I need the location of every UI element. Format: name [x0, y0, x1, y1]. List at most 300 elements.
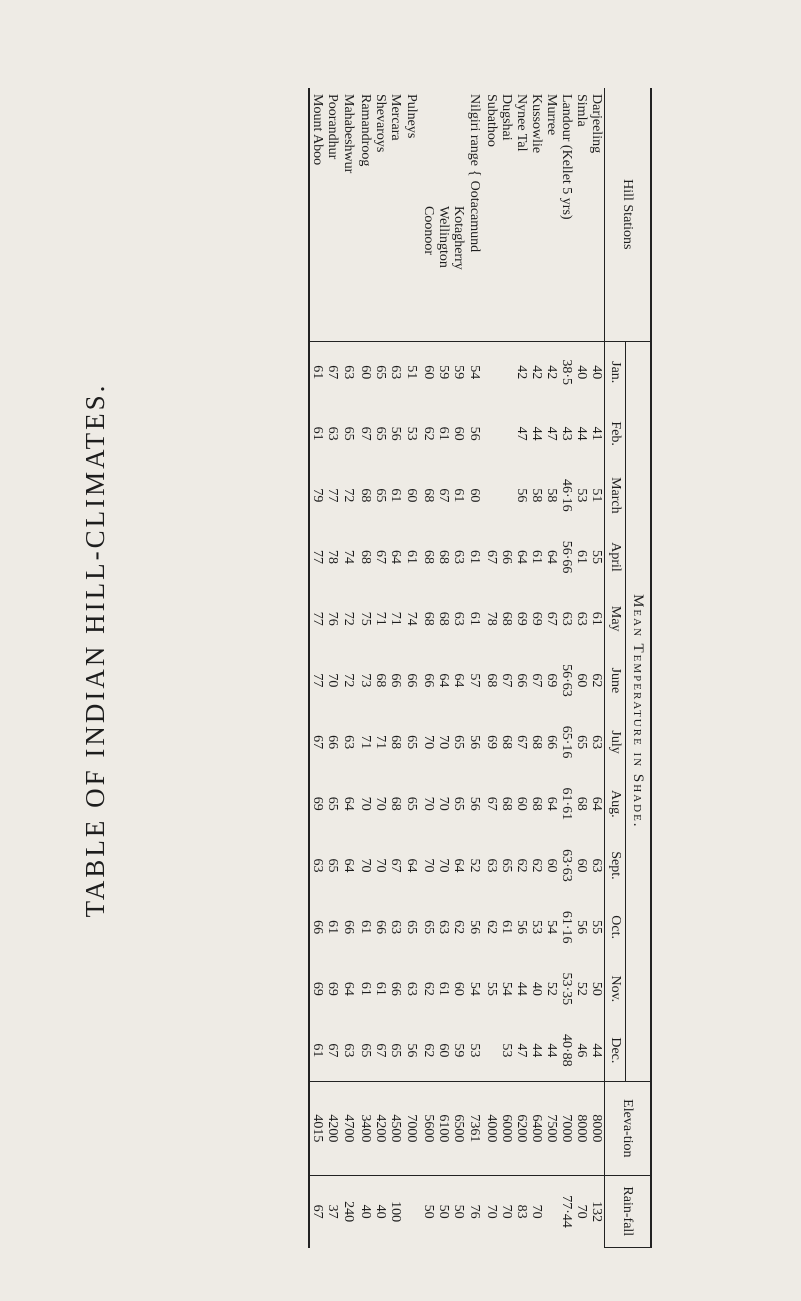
rainfall-value: 132 [589, 1201, 604, 1223]
month-temperature: 65 [574, 735, 589, 750]
month-temperature: 58 [544, 488, 559, 503]
month-temperature: 67 [484, 796, 499, 811]
month-temperature: 62 [514, 858, 529, 873]
rainfall-value: 70 [484, 1204, 499, 1219]
month-temperature: 68 [358, 550, 373, 565]
station-label: Shevaroys [373, 94, 388, 153]
month-temperature: 42 [544, 365, 559, 380]
station-name [544, 88, 559, 341]
month-temperature: 68 [421, 611, 436, 626]
month-temperature: 64 [388, 550, 403, 565]
month-temperature: 69 [529, 611, 544, 626]
station-label: Simla [574, 94, 589, 127]
table-row [358, 88, 373, 1248]
month-temperature: 53·35 [559, 972, 574, 1006]
month-temperature: 67 [514, 735, 529, 750]
rainfall-value [403, 1175, 421, 1247]
month-temperature: 63 [341, 1043, 357, 1058]
month-temperature: 50 [589, 981, 604, 996]
month-temperature [484, 465, 499, 527]
elevation-value: 6000 [499, 1082, 514, 1176]
station-label: Subathoo [484, 94, 499, 147]
station-label: Dugshai [499, 94, 514, 141]
month-temperature: 68 [358, 488, 373, 503]
month-temperature: 65 [451, 796, 466, 811]
month-temperature: 62 [529, 858, 544, 873]
header-month: June [605, 650, 626, 712]
month-temperature: 74 [404, 611, 420, 626]
month-temperature: 55 [484, 981, 499, 996]
rainfall-value: 70 [574, 1204, 589, 1219]
month-temperature: 68 [484, 673, 499, 688]
month-temperature: 52 [467, 858, 483, 873]
month-temperature: 59 [436, 365, 451, 380]
month-temperature: 46 [574, 1043, 589, 1058]
month-temperature [499, 341, 514, 403]
table-header [605, 88, 652, 1248]
month-temperature: 64 [514, 550, 529, 565]
elevation-value: 7361 [466, 1082, 484, 1176]
station-label: Coonoor [421, 206, 436, 255]
month-temperature: 60 [451, 981, 466, 996]
month-temperature: 64 [544, 550, 559, 565]
month-temperature: 70 [436, 796, 451, 811]
elevation-value: 7500 [544, 1082, 559, 1176]
month-temperature: 63·63 [559, 849, 574, 882]
month-temperature: 40 [529, 981, 544, 996]
rainfall-value: 70 [499, 1204, 514, 1219]
group-brace: { [467, 165, 484, 181]
month-temperature: 56·63 [559, 664, 574, 697]
month-temperature: 65·16 [559, 725, 574, 759]
month-temperature: 77 [310, 550, 325, 565]
month-temperature: 63 [388, 920, 403, 935]
month-temperature: 67 [484, 550, 499, 565]
month-temperature: 63 [451, 611, 466, 626]
month-temperature: 53 [499, 1043, 514, 1058]
month-temperature: 40·88 [559, 1034, 574, 1067]
table-row [325, 88, 340, 1248]
table-row [559, 88, 574, 1248]
month-temperature: 67 [529, 673, 544, 688]
rainfall-value: 67 [310, 1204, 325, 1219]
month-temperature: 54 [544, 920, 559, 935]
table-row [451, 88, 466, 1248]
table-row [388, 88, 403, 1248]
month-temperature: 61 [499, 920, 514, 935]
group-name: Nilgiri range [467, 94, 483, 166]
month-temperature: 56 [574, 920, 589, 935]
station-name [325, 88, 340, 341]
month-temperature: 54 [467, 365, 483, 380]
month-temperature: 62 [589, 673, 604, 688]
month-temperature: 44 [544, 1043, 559, 1058]
month-temperature: 72 [341, 611, 357, 626]
elevation-value: 4015 [309, 1082, 325, 1176]
station-label: Wellington [436, 206, 451, 268]
month-temperature: 79 [310, 488, 325, 503]
month-temperature: 44 [574, 426, 589, 441]
month-temperature: 64 [404, 858, 420, 873]
rainfall-value: 100 [388, 1201, 403, 1223]
month-temperature: 68 [499, 796, 514, 811]
month-temperature: 67 [373, 1043, 388, 1058]
month-temperature: 73 [358, 673, 373, 688]
month-temperature: 53 [467, 1043, 483, 1058]
header-month: May [605, 588, 626, 650]
elevation-value: 6500 [451, 1082, 466, 1176]
rainfall-value: 37 [325, 1204, 340, 1219]
elevation-value: 6100 [436, 1082, 451, 1176]
month-temperature: 62 [421, 981, 436, 996]
month-temperature: 70 [325, 673, 340, 688]
month-temperature [484, 403, 499, 465]
rainfall-value: 77·44 [559, 1195, 574, 1228]
month-temperature: 71 [373, 611, 388, 626]
month-temperature: 66 [325, 735, 340, 750]
rainfall-value: 50 [451, 1204, 466, 1219]
table-row [514, 88, 529, 1248]
month-temperature: 68 [499, 611, 514, 626]
month-temperature: 61 [451, 488, 466, 503]
month-temperature: 44 [529, 1043, 544, 1058]
page-title: TABLE OF INDIAN HILL-CLIMATES. [80, 382, 110, 918]
elevation-value: 4700 [340, 1082, 358, 1176]
month-temperature: 56 [514, 488, 529, 503]
month-temperature: 53 [529, 920, 544, 935]
station-name [514, 88, 529, 341]
table-row [484, 88, 499, 1248]
month-temperature: 64 [341, 858, 357, 873]
elevation-value: 7000 [403, 1082, 421, 1176]
month-temperature [484, 341, 499, 403]
month-temperature: 62 [484, 920, 499, 935]
month-temperature: 67 [325, 365, 340, 380]
month-temperature: 61·61 [559, 787, 574, 821]
month-temperature [499, 465, 514, 527]
station-label: Mercara [388, 94, 403, 141]
month-temperature: 60 [574, 673, 589, 688]
month-temperature: 65 [358, 1043, 373, 1058]
table-row [499, 88, 514, 1248]
header-rainfall: Rain-fall [605, 1175, 652, 1247]
month-temperature: 42 [529, 365, 544, 380]
station-label: Nynee Tal [514, 94, 529, 152]
month-temperature: 72 [341, 673, 357, 688]
month-temperature: 70 [421, 858, 436, 873]
station-name [589, 88, 605, 341]
month-temperature: 68 [499, 735, 514, 750]
month-temperature: 44 [589, 1043, 604, 1058]
month-temperature: 68 [421, 488, 436, 503]
month-temperature: 67 [388, 858, 403, 873]
month-temperature: 63 [404, 981, 420, 996]
month-temperature: 77 [325, 488, 340, 503]
month-temperature: 53 [574, 488, 589, 503]
table-rotated-container [197, 88, 652, 1248]
month-temperature: 42 [514, 365, 529, 380]
month-temperature: 67 [310, 735, 325, 750]
month-temperature: 68 [373, 673, 388, 688]
header-month: Jan. [605, 341, 626, 403]
rainfall-value: 240 [341, 1201, 357, 1223]
month-temperature: 62 [421, 426, 436, 441]
station-name [340, 88, 358, 341]
elevation-value: 4500 [388, 1082, 403, 1176]
month-temperature: 63 [436, 920, 451, 935]
month-temperature: 64 [341, 796, 357, 811]
month-temperature: 60 [514, 796, 529, 811]
month-temperature: 60 [451, 426, 466, 441]
month-temperature: 60 [544, 858, 559, 873]
month-temperature: 67 [499, 673, 514, 688]
table-body [309, 88, 605, 1248]
station-name [373, 88, 388, 341]
month-temperature: 61 [373, 981, 388, 996]
month-temperature: 69 [325, 981, 340, 996]
month-temperature: 67 [325, 1043, 340, 1058]
month-temperature [484, 1020, 499, 1082]
station-name [484, 88, 499, 341]
month-temperature: 61 [574, 550, 589, 565]
month-temperature: 62 [421, 1043, 436, 1058]
month-temperature: 61 [358, 920, 373, 935]
month-temperature: 63 [310, 858, 325, 873]
month-temperature: 67 [544, 611, 559, 626]
elevation-value: 5600 [421, 1082, 436, 1176]
month-temperature: 66 [388, 673, 403, 688]
month-temperature: 60 [404, 488, 420, 503]
month-temperature: 65 [404, 735, 420, 750]
month-temperature: 38·5 [559, 359, 574, 386]
station-label: Mahabeshwur [341, 94, 357, 174]
month-temperature: 52 [544, 981, 559, 996]
header-month: Oct. [605, 896, 626, 958]
station-label: Landour (Kellet 5 yrs) [559, 94, 574, 220]
station-label: Kotagherry [451, 206, 466, 270]
month-temperature: 56 [467, 796, 483, 811]
month-temperature: 70 [373, 858, 388, 873]
station-name [559, 88, 574, 341]
month-temperature: 61 [467, 611, 483, 626]
month-temperature: 56 [514, 920, 529, 935]
month-temperature: 69 [310, 981, 325, 996]
month-temperature: 66 [341, 920, 357, 935]
month-temperature: 57 [467, 673, 483, 688]
table-row [466, 88, 484, 1248]
station-name [499, 88, 514, 341]
elevation-value: 4200 [373, 1082, 388, 1176]
month-temperature: 67 [436, 488, 451, 503]
month-temperature: 64 [341, 981, 357, 996]
month-temperature: 65 [325, 858, 340, 873]
station-name [574, 88, 589, 341]
month-temperature: 63 [341, 735, 357, 750]
month-temperature: 64 [436, 673, 451, 688]
month-temperature: 72 [341, 488, 357, 503]
station-label: Kussowlie [529, 94, 544, 154]
month-temperature: 56 [467, 920, 483, 935]
elevation-value: 4000 [484, 1082, 499, 1176]
month-temperature: 60 [436, 1043, 451, 1058]
rainfall-value: 83 [514, 1204, 529, 1219]
month-temperature: 44 [514, 981, 529, 996]
month-temperature: 60 [358, 365, 373, 380]
month-temperature: 61 [310, 1043, 325, 1058]
month-temperature: 63 [484, 858, 499, 873]
elevation-value: 6200 [514, 1082, 529, 1176]
month-temperature: 64 [589, 796, 604, 811]
month-temperature: 67 [373, 550, 388, 565]
month-temperature: 56 [388, 426, 403, 441]
header-month: April [605, 526, 626, 588]
month-temperature: 64 [544, 796, 559, 811]
station-label: Mount Aboo [310, 94, 325, 166]
month-temperature: 55 [589, 920, 604, 935]
month-temperature: 63 [325, 426, 340, 441]
month-temperature: 65 [451, 735, 466, 750]
month-temperature: 68 [388, 735, 403, 750]
header-month: July [605, 711, 626, 773]
station-name [388, 88, 403, 341]
month-temperature: 70 [421, 735, 436, 750]
month-temperature: 70 [358, 796, 373, 811]
month-temperature: 78 [484, 611, 499, 626]
month-temperature: 71 [388, 611, 403, 626]
month-temperature: 65 [373, 488, 388, 503]
month-temperature: 61 [310, 426, 325, 441]
month-temperature: 68 [436, 611, 451, 626]
month-temperature: 68 [529, 735, 544, 750]
month-temperature: 66 [388, 981, 403, 996]
month-temperature: 65 [373, 365, 388, 380]
station-name [466, 88, 484, 341]
table-row [529, 88, 544, 1248]
table-row [436, 88, 451, 1248]
elevation-value: 4200 [325, 1082, 340, 1176]
month-temperature: 56 [467, 735, 483, 750]
header-elevation: Eleva-tion [605, 1082, 652, 1176]
month-temperature: 76 [325, 611, 340, 626]
station-name [529, 88, 544, 341]
elevation-value: 8000 [589, 1082, 605, 1176]
month-temperature: 56 [467, 426, 483, 441]
month-temperature: 47 [514, 1043, 529, 1058]
month-temperature: 66 [421, 673, 436, 688]
rainfall-value: 70 [529, 1204, 544, 1219]
month-temperature: 59 [451, 365, 466, 380]
elevation-value: 7000 [559, 1082, 574, 1176]
month-temperature: 61 [436, 981, 451, 996]
month-temperature: 54 [499, 981, 514, 996]
station-label: Murree [544, 94, 559, 136]
month-temperature: 71 [358, 735, 373, 750]
month-temperature: 40 [589, 365, 604, 380]
station-name [309, 88, 325, 341]
rainfall-value: 40 [373, 1204, 388, 1219]
month-temperature: 67 [358, 426, 373, 441]
header-month: Sept. [605, 835, 626, 897]
station-name [358, 88, 373, 341]
month-temperature: 60 [421, 365, 436, 380]
header-mean-temperature: Mean Temperature in Shade. [626, 341, 652, 1081]
month-temperature: 61 [589, 611, 604, 626]
month-temperature: 56·66 [559, 540, 574, 574]
month-temperature: 70 [358, 858, 373, 873]
month-temperature: 63 [341, 365, 357, 380]
month-temperature: 65 [325, 796, 340, 811]
month-temperature: 61 [404, 550, 420, 565]
month-temperature [499, 403, 514, 465]
hill-climates-table [308, 88, 652, 1248]
month-temperature: 68 [436, 550, 451, 565]
month-temperature: 55 [589, 550, 604, 565]
month-temperature: 75 [358, 611, 373, 626]
month-temperature: 63 [589, 735, 604, 750]
month-temperature: 61 [467, 550, 483, 565]
station-label: Pulneys [404, 94, 420, 139]
month-temperature: 62 [451, 920, 466, 935]
rainfall-value: 76 [467, 1204, 483, 1219]
month-temperature: 77 [310, 673, 325, 688]
month-temperature: 61 [358, 981, 373, 996]
month-temperature: 44 [529, 426, 544, 441]
elevation-value: 8000 [574, 1082, 589, 1176]
month-temperature: 68 [574, 796, 589, 811]
month-temperature: 61·16 [559, 910, 574, 944]
month-temperature: 66 [373, 920, 388, 935]
rainfall-value: 40 [358, 1204, 373, 1219]
month-temperature: 69 [310, 796, 325, 811]
month-temperature: 41 [589, 426, 604, 441]
month-temperature: 78 [325, 550, 340, 565]
header-month: Nov. [605, 958, 626, 1020]
month-temperature: 64 [451, 858, 466, 873]
month-temperature: 51 [589, 488, 604, 503]
station-label: Ootacamund [467, 180, 483, 253]
month-temperature: 65 [404, 920, 420, 935]
month-temperature: 51 [404, 365, 420, 380]
table-row [421, 88, 436, 1248]
rainfall-value: 50 [421, 1204, 436, 1219]
month-temperature: 65 [499, 858, 514, 873]
rainfall-value: 50 [436, 1204, 451, 1219]
month-temperature: 61 [436, 426, 451, 441]
month-temperature: 65 [373, 426, 388, 441]
month-temperature: 65 [404, 796, 420, 811]
month-temperature: 40 [574, 365, 589, 380]
month-temperature: 66 [404, 673, 420, 688]
month-temperature: 70 [421, 796, 436, 811]
month-temperature: 68 [529, 796, 544, 811]
month-temperature: 71 [373, 735, 388, 750]
month-temperature: 63 [574, 611, 589, 626]
month-temperature: 53 [404, 426, 420, 441]
month-temperature: 46·16 [559, 479, 574, 512]
month-temperature: 65 [388, 1043, 403, 1058]
header-month: March [605, 465, 626, 527]
header-month: Dec. [605, 1020, 626, 1082]
table-row [544, 88, 559, 1248]
month-temperature: 66 [544, 735, 559, 750]
header-month: Aug. [605, 773, 626, 835]
table-row [309, 88, 325, 1248]
month-temperature: 77 [310, 611, 325, 626]
month-temperature: 60 [467, 488, 483, 503]
month-temperature: 70 [436, 858, 451, 873]
station-name [403, 88, 421, 341]
month-temperature: 70 [373, 796, 388, 811]
